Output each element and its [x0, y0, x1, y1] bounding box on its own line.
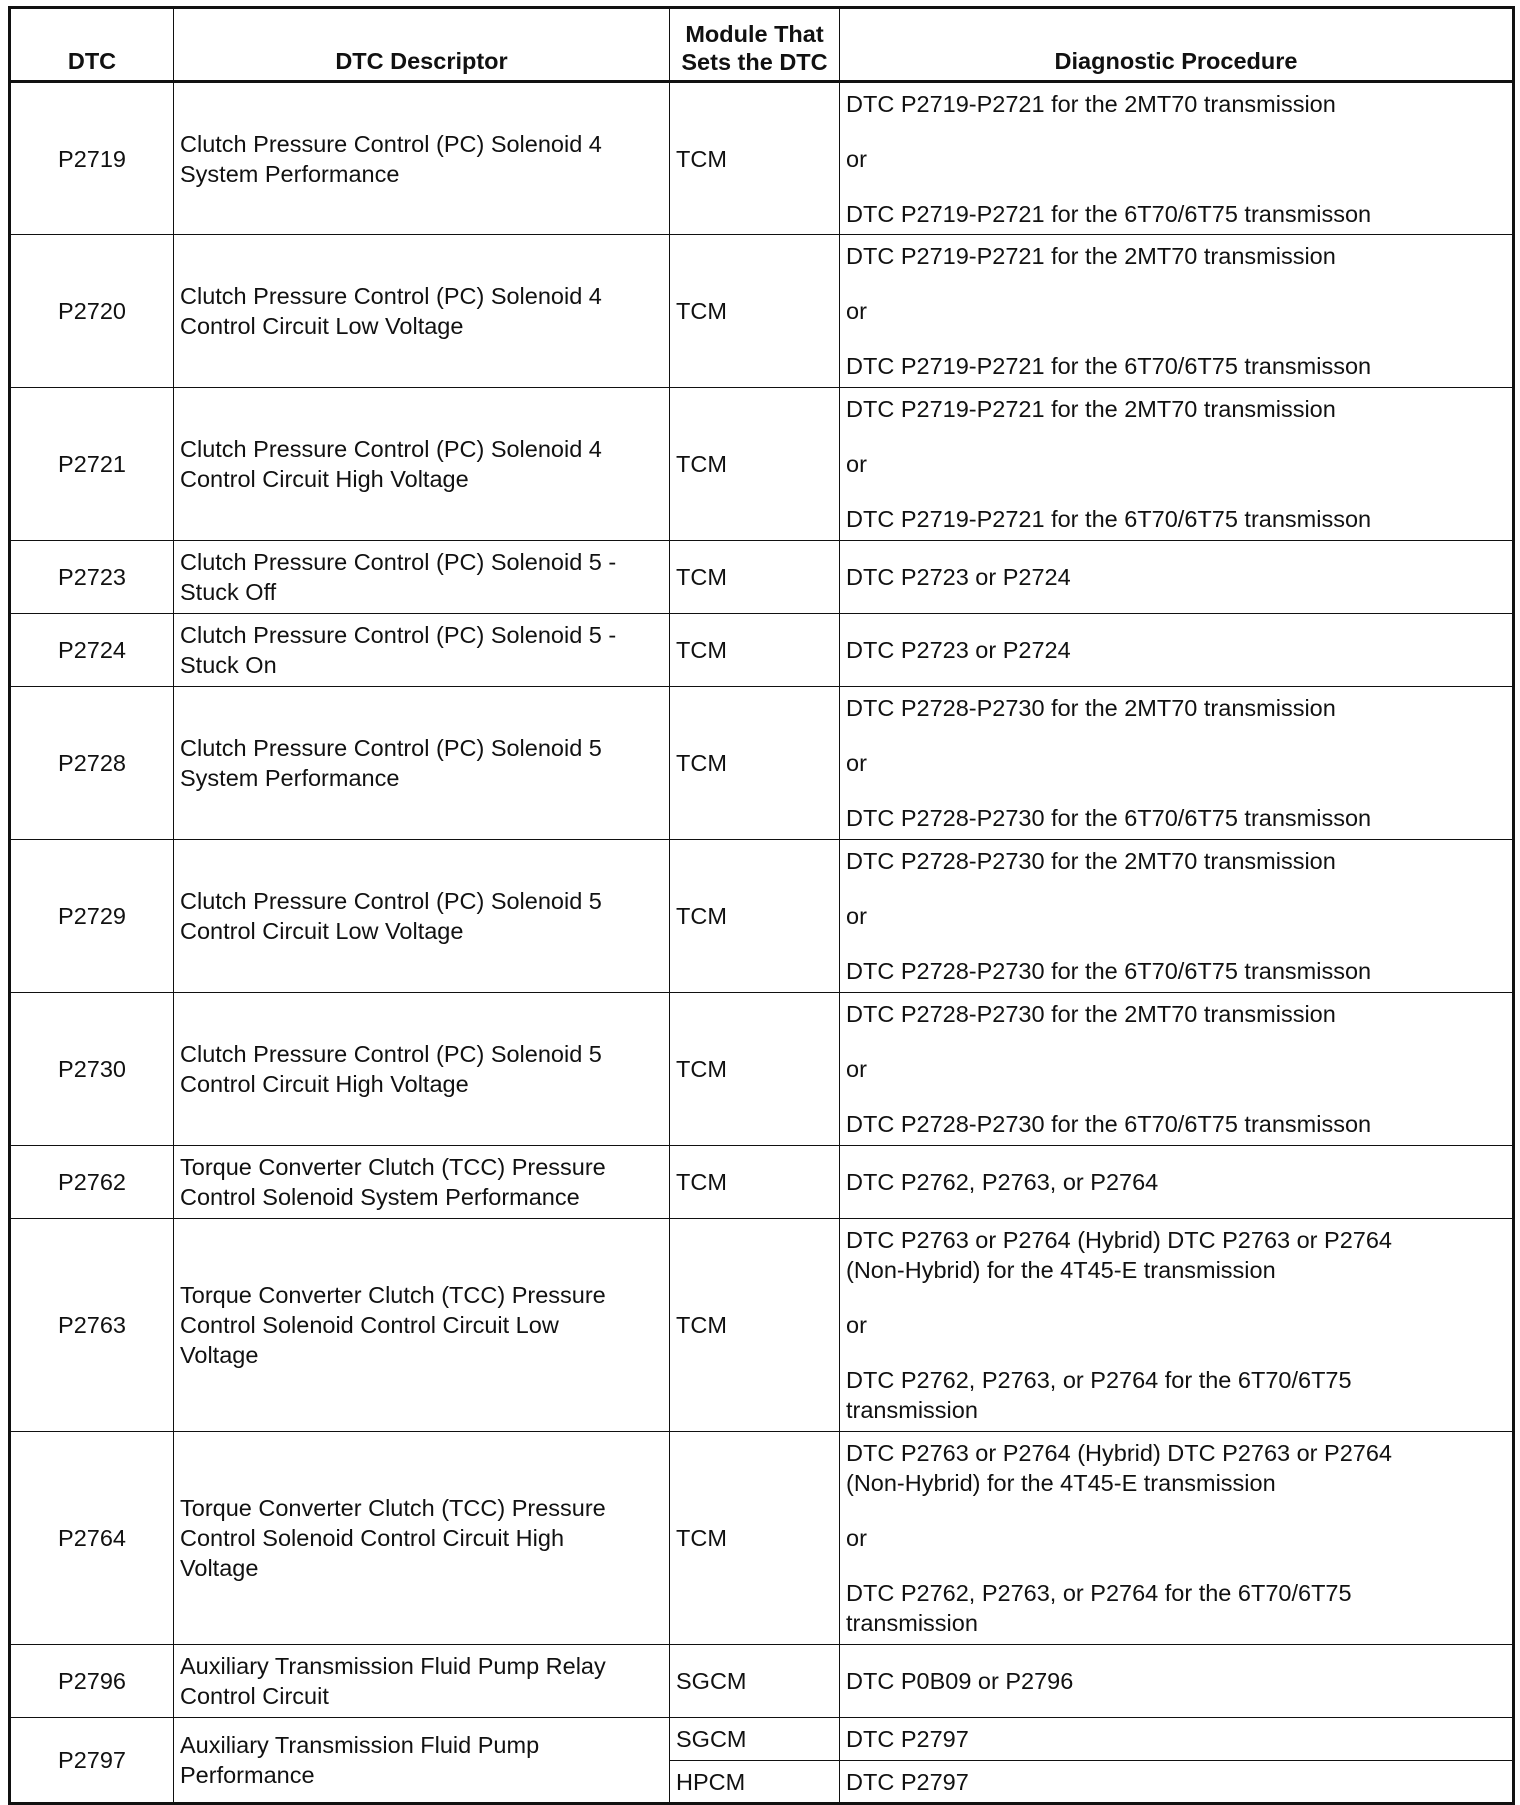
dtc-table	[8, 6, 1515, 1805]
procedure-line: DTC P2728-P2730 for the 2MT70 transmission	[846, 848, 1336, 874]
procedure-line: DTC P2723 or P2724	[846, 637, 1071, 663]
module-cell: TCM	[670, 82, 840, 235]
procedure-line: DTC P2728-P2730 for the 2MT70 transmission	[846, 1001, 1336, 1027]
dtc-descriptor	[174, 1718, 670, 1804]
descriptor-line: Control Circuit Low Voltage	[180, 918, 464, 944]
table-row	[10, 1219, 1514, 1432]
table-row	[10, 1146, 1514, 1219]
procedure-line: or	[846, 1056, 867, 1082]
procedure-line: DTC P2728-P2730 for the 6T70/6T75 transmisson	[846, 805, 1372, 831]
descriptor-line: Clutch Pressure Control (PC) Solenoid 4	[180, 130, 602, 157]
header-dtc: DTC	[10, 8, 174, 82]
descriptor-line: Clutch Pressure Control (PC) Solenoid 5	[180, 1041, 602, 1067]
table-row	[10, 687, 1514, 840]
procedure-cell	[840, 614, 1514, 687]
descriptor-line: Torque Converter Clutch (TCC) Pressure	[180, 1495, 606, 1521]
descriptor-line: Auxiliary Transmission Fluid Pump Relay	[180, 1653, 606, 1679]
procedure-cell	[840, 541, 1514, 614]
table-row	[10, 614, 1514, 687]
header-module	[670, 8, 840, 82]
module-cell: TCM	[670, 1432, 840, 1645]
procedure-line: DTC P2763 or P2764 (Hybrid) DTC P2763 or P2764	[846, 1227, 1392, 1253]
procedure-line: DTC P2762, P2763, or P2764 for the 6T70/6T75	[846, 1367, 1352, 1393]
dtc-code: P2719	[10, 82, 174, 235]
dtc-descriptor	[174, 235, 670, 388]
table-row	[10, 82, 1514, 235]
dtc-code: P2728	[10, 687, 174, 840]
descriptor-line: Stuck Off	[180, 579, 277, 605]
module-cell: TCM	[670, 840, 840, 993]
descriptor-line: Control Solenoid Control Circuit High	[180, 1525, 565, 1551]
table-row	[10, 840, 1514, 993]
procedure-cell	[840, 1146, 1514, 1219]
dtc-code: P2723	[10, 541, 174, 614]
dtc-descriptor	[174, 840, 670, 993]
dtc-code: P2724	[10, 614, 174, 687]
dtc-code: P2764	[10, 1432, 174, 1645]
procedure-line: DTC P2797	[846, 1726, 969, 1752]
procedure-line: or	[846, 1525, 867, 1551]
procedure-line: or	[846, 451, 867, 477]
header-module-line1: Module That	[685, 21, 824, 47]
descriptor-line: Clutch Pressure Control (PC) Solenoid 5 -	[180, 549, 617, 575]
procedure-line: DTC P2763 or P2764 (Hybrid) DTC P2763 or P2764	[846, 1440, 1392, 1466]
procedure-cell	[840, 687, 1514, 840]
module-cell: TCM	[670, 1219, 840, 1432]
procedure-line: DTC P2723 or P2724	[846, 564, 1071, 590]
procedure-line: or	[846, 1312, 867, 1338]
dtc-descriptor	[174, 388, 670, 541]
descriptor-line: System Performance	[180, 765, 400, 791]
procedure-cell	[840, 1718, 1514, 1761]
module-cell: TCM	[670, 235, 840, 388]
procedure-line: (Non-Hybrid) for the 4T45-E transmission	[846, 1257, 1276, 1283]
procedure-line: DTC P2728-P2730 for the 2MT70 transmission	[846, 695, 1336, 721]
header-procedure: Diagnostic Procedure	[840, 8, 1514, 82]
descriptor-line: Auxiliary Transmission Fluid Pump	[180, 1732, 540, 1758]
procedure-cell	[840, 1645, 1514, 1718]
procedure-cell	[840, 235, 1514, 388]
header-module-line2: Sets the DTC	[681, 49, 828, 75]
module-cell: TCM	[670, 388, 840, 541]
table-row	[10, 1432, 1514, 1645]
descriptor-line: Control Solenoid Control Circuit Low	[180, 1312, 559, 1338]
table-row	[10, 1718, 1514, 1761]
procedure-line: DTC P0B09 or P2796	[846, 1668, 1074, 1694]
descriptor-line: Control Circuit	[180, 1683, 329, 1709]
procedure-line: DTC P2762, P2763, or P2764 for the 6T70/6T75	[846, 1580, 1352, 1606]
descriptor-line: Torque Converter Clutch (TCC) Pressure	[180, 1154, 606, 1180]
procedure-line: or	[846, 298, 867, 324]
descriptor-line: Clutch Pressure Control (PC) Solenoid 4	[180, 436, 602, 462]
procedure-line: transmission	[846, 1397, 978, 1423]
module-cell: SGCM	[670, 1718, 840, 1761]
dtc-descriptor	[174, 1219, 670, 1432]
dtc-code: P2729	[10, 840, 174, 993]
procedure-line: or	[846, 903, 867, 929]
procedure-line: (Non-Hybrid) for the 4T45-E transmission	[846, 1470, 1276, 1496]
procedure-line: transmission	[846, 1610, 978, 1636]
descriptor-line: Control Circuit High Voltage	[180, 466, 469, 492]
dtc-descriptor	[174, 614, 670, 687]
module-cell: TCM	[670, 687, 840, 840]
dtc-descriptor	[174, 541, 670, 614]
module-cell: SGCM	[670, 1645, 840, 1718]
descriptor-line: Performance	[180, 1762, 315, 1788]
table-row	[10, 1645, 1514, 1718]
dtc-code: P2797	[10, 1718, 174, 1804]
descriptor-line: Clutch Pressure Control (PC) Solenoid 5	[180, 735, 602, 761]
procedure-line: DTC P2719-P2721 for the 6T70/6T75 transmisson	[846, 353, 1372, 379]
procedure-cell	[840, 82, 1514, 235]
procedure-line: DTC P2728-P2730 for the 6T70/6T75 transmisson	[846, 1111, 1372, 1137]
table-row	[10, 993, 1514, 1146]
procedure-cell	[840, 388, 1514, 541]
module-cell: TCM	[670, 614, 840, 687]
descriptor-line: Torque Converter Clutch (TCC) Pressure	[180, 1282, 606, 1308]
procedure-line: or	[846, 750, 867, 776]
table-row	[10, 388, 1514, 541]
procedure-cell	[840, 840, 1514, 993]
dtc-code: P2796	[10, 1645, 174, 1718]
dtc-descriptor	[174, 82, 670, 235]
header-descriptor: DTC Descriptor	[174, 8, 670, 82]
dtc-table-wrapper	[8, 6, 1512, 1805]
dtc-code: P2721	[10, 388, 174, 541]
procedure-line: or	[846, 145, 867, 172]
descriptor-line: Clutch Pressure Control (PC) Solenoid 5	[180, 888, 602, 914]
dtc-descriptor	[174, 1645, 670, 1718]
module-cell: HPCM	[670, 1761, 840, 1804]
module-cell: TCM	[670, 1146, 840, 1219]
procedure-line: DTC P2719-P2721 for the 2MT70 transmission	[846, 243, 1336, 269]
descriptor-line: System Performance	[180, 160, 400, 187]
procedure-line: DTC P2762, P2763, or P2764	[846, 1169, 1159, 1195]
procedure-line: DTC P2719-P2721 for the 6T70/6T75 transmisson	[846, 506, 1372, 532]
descriptor-line: Control Circuit High Voltage	[180, 1071, 469, 1097]
descriptor-line: Voltage	[180, 1342, 259, 1368]
module-cell: TCM	[670, 541, 840, 614]
dtc-code: P2762	[10, 1146, 174, 1219]
module-cell: TCM	[670, 993, 840, 1146]
descriptor-line: Control Circuit Low Voltage	[180, 313, 464, 339]
procedure-cell	[840, 1761, 1514, 1804]
dtc-descriptor	[174, 1146, 670, 1219]
descriptor-line: Clutch Pressure Control (PC) Solenoid 5 -	[180, 622, 617, 648]
procedure-cell	[840, 993, 1514, 1146]
procedure-line: DTC P2719-P2721 for the 6T70/6T75 transmisson	[846, 200, 1372, 227]
dtc-code: P2763	[10, 1219, 174, 1432]
procedure-line: DTC P2728-P2730 for the 6T70/6T75 transmisson	[846, 958, 1372, 984]
header-row	[10, 8, 1514, 82]
dtc-descriptor	[174, 1432, 670, 1645]
procedure-cell	[840, 1432, 1514, 1645]
procedure-line: DTC P2797	[846, 1768, 969, 1795]
descriptor-line: Clutch Pressure Control (PC) Solenoid 4	[180, 283, 602, 309]
table-row	[10, 235, 1514, 388]
descriptor-line: Control Solenoid System Performance	[180, 1184, 580, 1210]
procedure-cell	[840, 1219, 1514, 1432]
dtc-code: P2720	[10, 235, 174, 388]
procedure-line: DTC P2719-P2721 for the 2MT70 transmission	[846, 90, 1336, 117]
table-row	[10, 541, 1514, 614]
dtc-descriptor	[174, 993, 670, 1146]
dtc-code: P2730	[10, 993, 174, 1146]
dtc-descriptor	[174, 687, 670, 840]
procedure-line: DTC P2719-P2721 for the 2MT70 transmission	[846, 396, 1336, 422]
descriptor-line: Voltage	[180, 1555, 259, 1581]
descriptor-line: Stuck On	[180, 652, 277, 678]
